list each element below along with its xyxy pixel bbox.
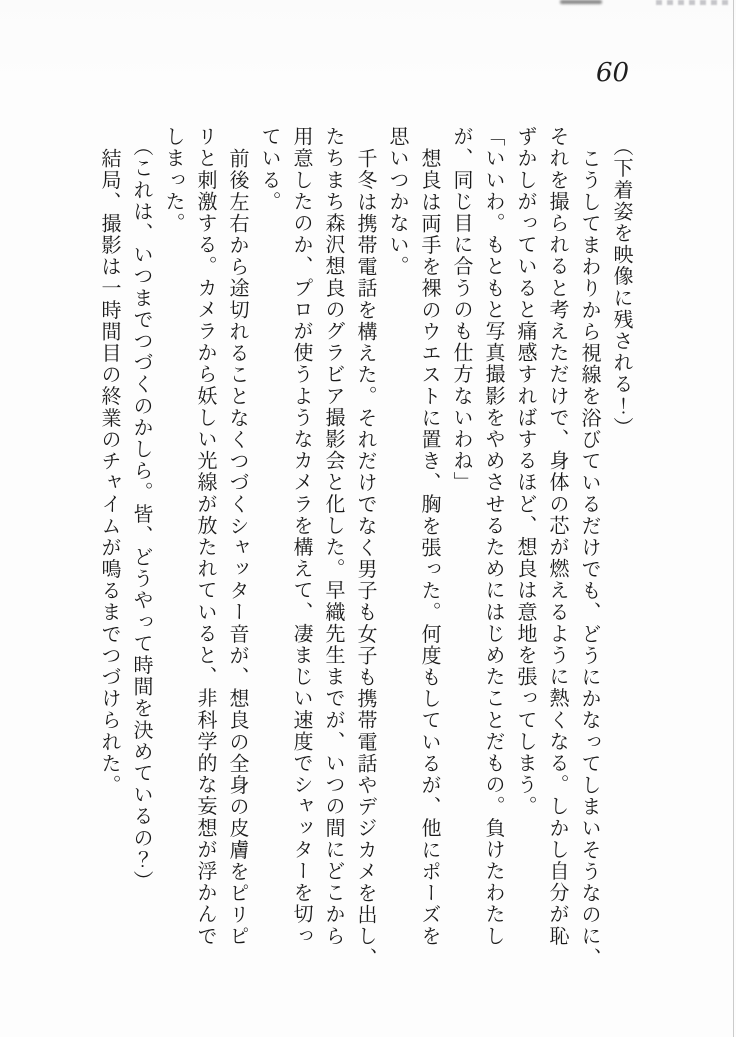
text-column: 前後左右から途切れることなくつづくシャッター音が、想良の全身の皮膚をピリピ bbox=[226, 148, 250, 948]
text-column: 用意したのか、プロが使うようなカメラを構えて、凄まじい速度でシャッターを切っ bbox=[290, 126, 314, 947]
page-number: 60 bbox=[596, 58, 630, 88]
text-column: ずかしがっていると痛感すればするほど、想良は意地を張ってしまう。 bbox=[514, 126, 538, 818]
text-column: 思いつかない。 bbox=[386, 126, 410, 278]
scan-artifact-top-right bbox=[656, 0, 732, 5]
text-column: 千冬は携帯電話を構えた。それだけでなく男子も女子も携帯電話やデジカメを出し、 bbox=[354, 148, 378, 969]
text-column: リと刺激する。カメラから妖しい光線が放たれていると、非科学的な妄想が浮かんで bbox=[194, 126, 218, 947]
scan-artifact-top-center bbox=[560, 0, 602, 4]
text-column: それを撮られると考えただけで、身体の芯が燃えるように熱くなる。しかし自分が恥 bbox=[546, 126, 570, 947]
text-column: 「いいわ。もともと写真撮影をやめさせるためにはじめたことだもの。負けたわたし bbox=[482, 126, 506, 947]
text-column: 結局、撮影は一時間目の終業のチャイムが鳴るまでつづけられた。 bbox=[98, 148, 122, 796]
text-column: こうしてまわりから視線を浴びているだけでも、どうにかなってしまいそうなのに、 bbox=[578, 148, 602, 969]
vertical-text-block bbox=[94, 126, 638, 969]
text-column: たちまち森沢想良のグラビア撮影会と化した。早織先生までが、いつの間にどこから bbox=[322, 126, 346, 947]
page-edge-line bbox=[733, 0, 734, 1037]
text-column: （これは、いつまでつづくのかしら。皆、どうやって時間を決めているの？） bbox=[130, 136, 154, 892]
text-column: 想良は両手を裸のウエストに置き、胸を張った。何度もしているが、他にポーズを bbox=[418, 148, 442, 948]
text-column: （下着姿を映像に残される！） bbox=[610, 136, 634, 439]
text-column: しまった。 bbox=[162, 126, 186, 234]
text-column: が、同じ目に合うのも仕方ないわね」 bbox=[450, 126, 474, 494]
text-column: ている。 bbox=[258, 126, 282, 213]
